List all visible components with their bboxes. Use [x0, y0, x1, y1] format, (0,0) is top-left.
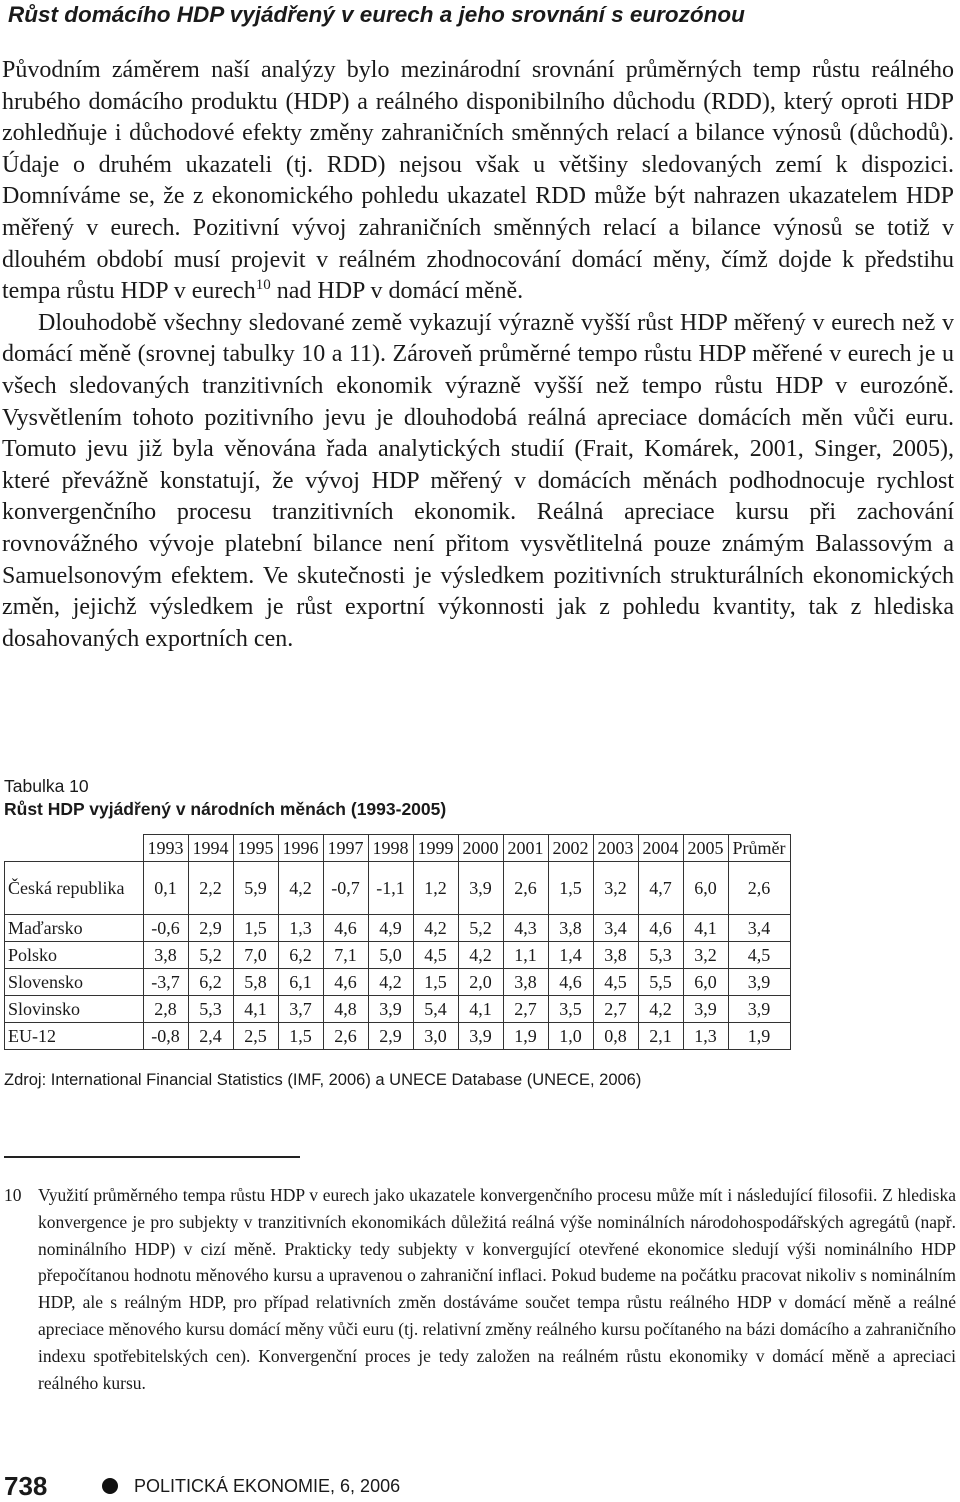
- value-cell: 4,2: [278, 862, 323, 915]
- value-cell: 2,4: [188, 1023, 233, 1050]
- value-cell: 5,2: [188, 942, 233, 969]
- table-row: [5, 862, 791, 915]
- column-header: 1995: [233, 835, 278, 862]
- value-cell: 5,5: [638, 969, 683, 996]
- value-cell: 2,0: [458, 969, 503, 996]
- value-cell: 1,9: [728, 1023, 790, 1050]
- journal-name: POLITICKÁ EKONOMIE, 6, 2006: [134, 1476, 401, 1496]
- table-row: [5, 942, 791, 969]
- table-source: Zdroj: International Financial Statistics (IMF, 2006) a UNECE Database (UNECE, 2006): [4, 1071, 642, 1089]
- value-cell: -3,7: [143, 969, 188, 996]
- column-header: 1998: [368, 835, 413, 862]
- paragraph-1-text: Původním záměrem naší analýzy bylo mezinárodní srovnání průměrných temp růstu reálného hrubého domácího produktu (HDP) a reálného disponibilního důchodu (RDD), který oproti HDP zohledňuje i důchodové efekty změny zahraničních směnných relací a bilance výnosů (důchodů). Údaje o druhém ukazateli (tj. RDD) nejsou však u většiny sledovaných zemí k dispozici. Domníváme se, že z ekonomického pohledu ukazatel RDD může být nahrazen ukazatelem HDP měřený v eurech. Pozitivní vývoj zahraničních směnných relací a bilance výnosů se totiž v dlouhém období musí projevit v reálném zhodnocování domácí měny, čímž dojde k předstihu tempa růstu HDP v eurech: [2, 57, 954, 305]
- country-cell: Česká republika: [5, 862, 144, 915]
- value-cell: 2,1: [638, 1023, 683, 1050]
- value-cell: 7,0: [233, 942, 278, 969]
- value-cell: -0,7: [323, 862, 368, 915]
- footnote: [4, 1182, 956, 1396]
- value-cell: 3,9: [728, 969, 790, 996]
- country-cell: Slovensko: [5, 969, 144, 996]
- footnote-number: 10: [4, 1185, 22, 1205]
- value-cell: 4,6: [323, 915, 368, 942]
- value-cell: 3,2: [593, 862, 638, 915]
- value-cell: 2,6: [323, 1023, 368, 1050]
- value-cell: 2,9: [188, 915, 233, 942]
- value-cell: 5,4: [413, 996, 458, 1023]
- value-cell: 5,3: [638, 942, 683, 969]
- value-cell: 7,1: [323, 942, 368, 969]
- bullet-icon: [102, 1478, 118, 1494]
- value-cell: 3,5: [548, 996, 593, 1023]
- value-cell: 1,3: [683, 1023, 728, 1050]
- value-cell: 2,5: [233, 1023, 278, 1050]
- value-cell: 1,3: [278, 915, 323, 942]
- value-cell: 3,8: [593, 942, 638, 969]
- value-cell: 6,2: [188, 969, 233, 996]
- value-cell: 1,9: [503, 1023, 548, 1050]
- column-header: 2004: [638, 835, 683, 862]
- value-cell: 3,4: [728, 915, 790, 942]
- column-header: 1997: [323, 835, 368, 862]
- value-cell: 3,9: [458, 862, 503, 915]
- value-cell: 3,0: [413, 1023, 458, 1050]
- value-cell: 3,8: [503, 969, 548, 996]
- table-header-row: [5, 835, 791, 862]
- value-cell: -1,1: [368, 862, 413, 915]
- value-cell: 6,0: [683, 862, 728, 915]
- value-cell: 6,1: [278, 969, 323, 996]
- value-cell: 2,6: [503, 862, 548, 915]
- value-cell: 1,5: [233, 915, 278, 942]
- value-cell: 3,9: [458, 1023, 503, 1050]
- paragraph-2: Dlouhodobě všechny sledované země vykazují výrazně vyšší růst HDP měřený v eurech než v domácí měně (srovnej tabulky 10 a 11). Zároveň průměrné tempo růstu HDP měřené v eurech je u všech sledovaných tranzitivních ekonomik výrazně vyšší než tempo růstu HDP v eurozóně. Vysvětlením tohoto pozitivního jevu je dlouhodobá reálná apreciace domácích měn vůči euru. Tomuto jevu již byla věnována řada analytických studií (Frait, Komárek, 2001, Singer, 2005), které převážně konstatují, že vývoj HDP měřený v domácích měnách podhodnocuje rychlost konvergenčního procesu tranzitivních ekonomik. Reálná apreciace kursu při zachování rovnovážného vývoje platební bilance není přitom vysvětlitelná pouze známým Balassovým a Samuelsonovým efektem. Ve skutečnosti je výsledkem pozitivních strukturálních ekonomických změn, jejichž výsledkem je růst exportní výkonnosti jak z pohledu kvantity, tak z hlediska dosahovaných exportních cen.: [2, 309, 954, 652]
- value-cell: 4,5: [728, 942, 790, 969]
- value-cell: 4,6: [323, 969, 368, 996]
- column-header: 1994: [188, 835, 233, 862]
- value-cell: 3,9: [728, 996, 790, 1023]
- value-cell: 3,9: [683, 996, 728, 1023]
- value-cell: 3,8: [143, 942, 188, 969]
- value-cell: 1,5: [548, 862, 593, 915]
- value-cell: 1,2: [413, 862, 458, 915]
- value-cell: 5,8: [233, 969, 278, 996]
- column-header: 2001: [503, 835, 548, 862]
- column-header: 2005: [683, 835, 728, 862]
- value-cell: 1,4: [548, 942, 593, 969]
- value-cell: 2,9: [368, 1023, 413, 1050]
- footnote-ref: 10: [255, 277, 271, 294]
- value-cell: 4,7: [638, 862, 683, 915]
- country-cell: Maďarsko: [5, 915, 144, 942]
- page-footer: [4, 1471, 704, 1501]
- value-cell: 4,2: [458, 942, 503, 969]
- column-header: 2000: [458, 835, 503, 862]
- body-text: [2, 55, 954, 655]
- value-cell: 2,7: [503, 996, 548, 1023]
- column-header: 1993: [143, 835, 188, 862]
- column-header: 1996: [278, 835, 323, 862]
- page-number: 738: [4, 1471, 48, 1501]
- paragraph-1: [2, 55, 954, 308]
- value-cell: 4,8: [323, 996, 368, 1023]
- table-body: [5, 862, 791, 1050]
- gdp-table: [4, 834, 791, 1050]
- value-cell: 6,2: [278, 942, 323, 969]
- column-header: 2003: [593, 835, 638, 862]
- country-cell: Polsko: [5, 942, 144, 969]
- column-header: 1999: [413, 835, 458, 862]
- value-cell: 1,5: [278, 1023, 323, 1050]
- value-cell: 4,1: [683, 915, 728, 942]
- value-cell: 3,7: [278, 996, 323, 1023]
- value-cell: 4,2: [413, 915, 458, 942]
- value-cell: 4,2: [638, 996, 683, 1023]
- table-row: [5, 915, 791, 942]
- value-cell: 1,5: [413, 969, 458, 996]
- table-row: [5, 1023, 791, 1050]
- value-cell: 4,1: [233, 996, 278, 1023]
- value-cell: 5,3: [188, 996, 233, 1023]
- value-cell: -0,6: [143, 915, 188, 942]
- value-cell: 3,9: [368, 996, 413, 1023]
- value-cell: 5,2: [458, 915, 503, 942]
- value-cell: 4,5: [593, 969, 638, 996]
- value-cell: 2,8: [143, 996, 188, 1023]
- value-cell: 5,9: [233, 862, 278, 915]
- value-cell: 2,7: [593, 996, 638, 1023]
- value-cell: 1,1: [503, 942, 548, 969]
- country-cell: EU-12: [5, 1023, 144, 1050]
- value-cell: 6,0: [683, 969, 728, 996]
- table-row: [5, 996, 791, 1023]
- value-cell: 0,1: [143, 862, 188, 915]
- value-cell: 4,5: [413, 942, 458, 969]
- table-number: Tabulka 10: [4, 776, 89, 796]
- value-cell: 2,2: [188, 862, 233, 915]
- footnote-text: Využití průměrného tempa růstu HDP v eurech jako ukazatele konvergenčního procesu může mít i následující filosofii. Z hlediska konvergence je pro subjekty v tranzitivních ekonomikách důležitá reálná výše nominálních národohospodářských agregátů (např. nominálního HDP) v cizí měně. Prakticky tedy subjekty v konvergující otevřené ekonomice sledují výši nominálního HDP přepočítanou hodnotu měnového kursu a upravenou o zahraniční inflaci. Pokud budeme na počátku pracovat nikoliv s nominálním HDP, ale s reálným HDP, pro případ relativních změn dostáváme součet tempa růstu reálného HDP v domácí měně a reálné apreciace měnového kursu domácí měny vůči euru (tj. relativní změny reálného kursu počítaného na bázi domácího a zahraničního indexu spotřebitelských cen). Konvergenční proces je tedy založen na reálném růstu ekonomiky v domácí měně a apreciaci reálného kursu.: [38, 1185, 956, 1393]
- value-cell: 3,2: [683, 942, 728, 969]
- table-corner-cell: [5, 835, 144, 862]
- value-cell: 0,8: [593, 1023, 638, 1050]
- table-row: [5, 969, 791, 996]
- value-cell: 4,9: [368, 915, 413, 942]
- value-cell: 2,6: [728, 862, 790, 915]
- value-cell: 4,2: [368, 969, 413, 996]
- value-cell: 4,6: [638, 915, 683, 942]
- paragraph-1-end: nad HDP v domácí měně.: [270, 278, 524, 305]
- value-cell: 3,8: [548, 915, 593, 942]
- value-cell: 4,3: [503, 915, 548, 942]
- value-cell: 4,1: [458, 996, 503, 1023]
- section-heading: Růst domácího HDP vyjádřený v eurech a jeho srovnání s eurozónou: [8, 2, 745, 27]
- footnote-divider: [4, 1156, 300, 1158]
- value-cell: 1,0: [548, 1023, 593, 1050]
- column-header: 2002: [548, 835, 593, 862]
- value-cell: 3,4: [593, 915, 638, 942]
- table-title: Růst HDP vyjádřený v národních měnách (1993-2005): [4, 799, 447, 819]
- column-header: Průměr: [728, 835, 790, 862]
- value-cell: -0,8: [143, 1023, 188, 1050]
- value-cell: 5,0: [368, 942, 413, 969]
- country-cell: Slovinsko: [5, 996, 144, 1023]
- value-cell: 4,6: [548, 969, 593, 996]
